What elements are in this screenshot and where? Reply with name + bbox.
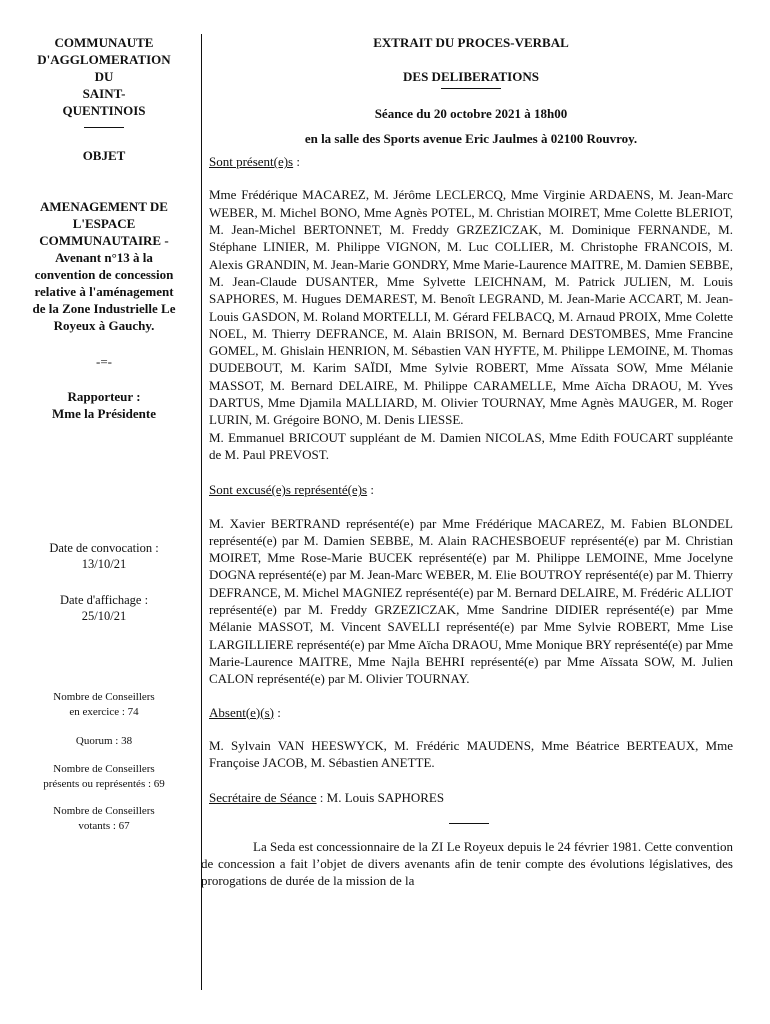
- subject-line: COMMUNAUTAIRE -: [39, 233, 169, 248]
- separator: -=-: [96, 354, 112, 369]
- subject-line: relative à l'aménagement: [34, 284, 174, 299]
- org-line: COMMUNAUTE: [54, 35, 154, 50]
- excuses-heading: Sont excusé(e)s représenté(e)s :: [209, 482, 374, 498]
- affichage-label: Date d'affichage :: [59, 593, 149, 607]
- conseillers-exercice: [14, 690, 194, 720]
- rapporteur: [14, 388, 194, 422]
- presents-line: présents ou représentés : 69: [43, 778, 165, 790]
- presents-label: Sont présent(e)s: [209, 154, 294, 170]
- exercice-line: Nombre de Conseillers: [53, 691, 155, 703]
- presents-line: Nombre de Conseillers: [53, 763, 155, 775]
- body-paragraph: La Seda est concessionnaire de la ZI Le Royeux depuis le 24 février 1981. Cette convention de concession a fait l’objet de divers avenants afin de tenir compte des évolutions législatives, des prorogations de durée de la mission de la: [201, 838, 733, 889]
- convocation-date: 13/10/21: [81, 557, 127, 571]
- absents-list: M. Sylvain VAN HEESWYCK, M. Frédéric MAUDENS, Mme Béatrice BERTEAUX, Mme Françoise JACOB, M. Sébastien ANETTE.: [209, 737, 733, 771]
- title-deliberations: DES DELIBERATIONS: [403, 69, 539, 85]
- secretaire-line: Secrétaire de Séance : M. Louis SAPHORES: [209, 790, 445, 806]
- affichage-date: 25/10/21: [81, 609, 127, 623]
- presents-list: Mme Frédérique MACAREZ, M. Jérôme LECLERCQ, Mme Virginie ARDAENS, M. Jean-Marc WEBER, M. Michel BONO, Mme Agnès POTEL, M. Christian MOIRET, Mme Colette BLERIOT, M. Jean-Michel BERTONNET, M. Freddy GRZEZICZAK, M. Dominique FERNANDE, M. Stéphane LINIER, M. Philippe VIGNON, M. Luc COLLIER, M. Christophe FRANCOIS, M. Alexis GRANDIN, M. Jean-Marie GONDRY, Mme Marie-Laurence MAITRE, M. Damien SEBBE, M. Jean-Claude DUSANTER, Mme Sylvette LEICHNAM, M. Patrick JULIEN, M. Louis SAPHORES, M. Hugues DEMAREST, M. Benoît LEGRAND, M. Jean-Marie ACCART, M. Jean-Louis GASDON, M. Roland MORTELLI, M. Gérard FELBACQ, M. Arnaud PROIX, Mme Colette NOEL, M. Thierry DEFRANCE, M. Alain BRISON, M. Bernard DESTOMBES, Mme Francine GOMEL, M. Ghislain HENRION, M. Sébastien VAN HYFTE, M. Philippe LEMOINE, M. Thomas DUDEBOUT, M. Karim SAÏDI, Mme Sylvie ROBERT, Mme Aïssata SOW, Mme Mélanie MASSOT, M. Bernard DELAIRE, M. Philippe CARAMELLE, Mme Aïcha DRAOU, M. Yves DARTUS, Mme Djamila MALLIARD, M. Olivier TOURNAY, Mme Agnès MAUGER, M. Roger LURIN, M. Grégoire BONO, M. Denis LIESSE.: [209, 187, 733, 428]
- subject-title: [14, 198, 194, 334]
- exercice-line: en exercice : 74: [69, 706, 139, 718]
- subject-line: Royeux à Gauchy.: [53, 318, 155, 333]
- suppleants-list: M. Emmanuel BRICOUT suppléant de M. Damien NICOLAS, Mme Edith FOUCART suppléante de M. Paul PREVOST.: [209, 429, 733, 462]
- org-line: DU: [94, 69, 114, 84]
- objet-heading: OBJET: [82, 148, 126, 163]
- org-line: QUENTINOIS: [62, 103, 146, 118]
- title-extrait: EXTRAIT DU PROCES-VERBAL: [373, 35, 569, 50]
- org-line: D'AGGLOMERATION: [37, 52, 171, 67]
- conseillers-votants: [14, 804, 194, 834]
- seance-date: Séance du 20 octobre 2021 à 18h00: [374, 105, 568, 121]
- secretaire-label: Secrétaire de Séance: [209, 790, 317, 806]
- conseillers-presents: [14, 762, 194, 792]
- quorum: Quorum : 38: [75, 735, 133, 747]
- title-divider: [441, 88, 501, 89]
- subject-line: L'ESPACE: [72, 216, 136, 231]
- votants-line: Nombre de Conseillers: [53, 805, 155, 817]
- main-content: [201, 34, 733, 890]
- seance-lieu: en la salle des Sports avenue Eric Jaulmes à 02100 Rouvroy.: [304, 130, 638, 146]
- section-divider: [449, 823, 489, 824]
- affichage-date-block: [14, 592, 194, 624]
- absents-heading: Absent(e)(s) :: [209, 704, 281, 720]
- excuses-label: Sont excusé(e)s représenté(e)s: [209, 482, 368, 498]
- votants-line: votants : 67: [78, 820, 130, 832]
- convocation-date-block: [14, 540, 194, 572]
- rapporteur-label: Rapporteur :: [67, 389, 141, 404]
- divider: [84, 127, 124, 128]
- org-line: SAINT-: [82, 86, 126, 101]
- subject-line: Avenant n°13 à la: [55, 250, 153, 265]
- subject-line: de la Zone Industrielle Le: [32, 301, 176, 316]
- secretaire-name: M. Louis SAPHORES: [326, 790, 445, 806]
- presents-heading: Sont présent(e)s :: [209, 154, 300, 170]
- absents-label: Absent(e)(s): [209, 704, 274, 720]
- organization-name: [14, 34, 194, 119]
- excuses-list: M. Xavier BERTRAND représenté(e) par Mme Frédérique MACAREZ, M. Fabien BLONDEL représenté(e) par M. Damien SEBBE, M. Alain RACHESBOEUF représenté(e) par M. Christian MOIRET, Mme Rose-Marie BUCEK représenté(e) par M. Philippe LEMOINE, Mme Jocelyne DOGNA représenté(e) par M. Jean-Marc WEBER, M. Elie BOUTROY représenté(e) par M. Thierry DEFRANCE, M. Michel MAGNIEZ représenté(e) par M. Bernard DELAIRE, M. Frédéric ALLIOT représenté(e) par M. Freddy GRZEZICZAK, Mme Sandrine DIDIER représenté(e) par Mme Mélanie MASSOT, M. Vincent SAVELLI représenté(e) par Mme Sylvie ROBERT, Mme Lise LARGILLIERE représenté(e) par Mme Aïcha DRAOU, Mme Monique BRY représenté(e) par Mme Marie-Laurence MAITRE, Mme Najla BEHRI représenté(e) par Mme Aïssata SOW, M. Julien CALON représenté(e) par M. Olivier TOURNAY.: [209, 515, 733, 687]
- left-sidebar: [14, 34, 194, 834]
- convocation-label: Date de convocation :: [49, 541, 159, 555]
- subject-line: AMENAGEMENT DE: [40, 199, 168, 214]
- subject-line: convention de concession: [34, 267, 174, 282]
- rapporteur-name: Mme la Présidente: [52, 406, 156, 421]
